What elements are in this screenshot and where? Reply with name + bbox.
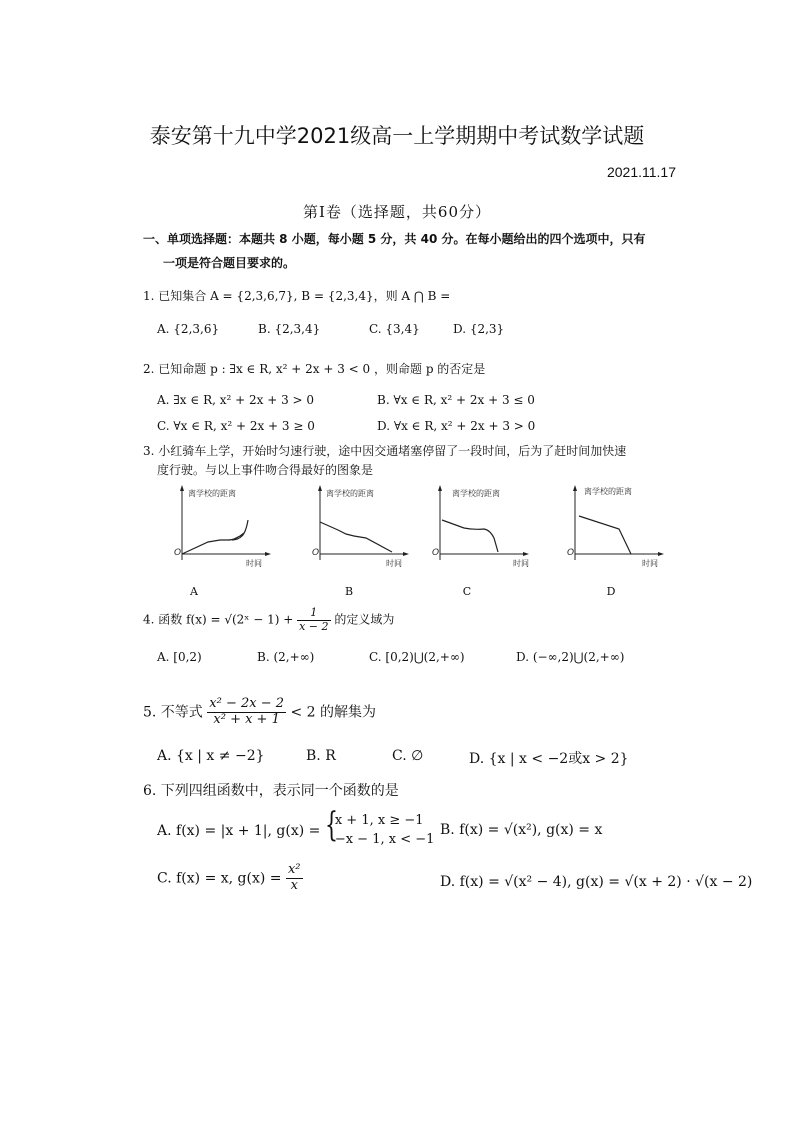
question-5-stem-prefix: 5. 不等式: [143, 704, 203, 721]
question-2-option-d: D. ∀x ∈ R, x² + 2x + 3 > 0: [377, 419, 536, 433]
question-6-option-c-fraction: [286, 863, 303, 894]
question-6-stem: 6. 下列四组函数中，表示同一个函数的是: [143, 783, 399, 799]
question-3-stem-line1: 3. 小红骑车上学，开始时匀速行驶，途中因交通堵塞停留了一段时间，后为了赶时间加快速: [143, 444, 627, 458]
question-5-fraction-denominator: x² + x + 1: [213, 711, 280, 727]
question-4-option-c: C. [0,2)⋃(2,+∞): [369, 650, 465, 664]
question-1-option-d: D. {2,3}: [453, 322, 505, 336]
graph-c-origin: O: [432, 548, 440, 558]
graph-b-y-arrow: [318, 485, 322, 491]
graph-b-curve: [320, 522, 392, 552]
graph-a-curve: [182, 520, 248, 554]
graph-d-y-arrow: [573, 485, 577, 491]
question-4-fraction: [297, 607, 330, 633]
question-6-option-a-prefix: A. f(x) = |x + 1|, g(x) =: [157, 822, 321, 839]
graph-d-label: D: [606, 585, 616, 598]
question-6-option-a-case1: x + 1, x ≥ −1: [334, 813, 424, 828]
graph-a-ylabel: 离学校的距离: [188, 489, 236, 498]
question-6-option-c-numerator: x²: [287, 862, 301, 877]
graph-b-xlabel: 时间: [386, 559, 402, 568]
graph-a-origin: O: [174, 548, 182, 558]
question-4-option-d: D. (−∞,2)⋃(2,+∞): [516, 650, 625, 664]
graph-d-ylabel: 离学校的距离: [584, 487, 632, 496]
question-4-stem: [143, 607, 394, 633]
question-6-option-a: [157, 805, 435, 850]
graph-d-x-arrow: [658, 552, 664, 556]
graph-b-label: B: [344, 585, 354, 598]
question-5-fraction-numerator: x² − 2x − 2: [209, 696, 284, 711]
question-6-option-b: B. f(x) = √(x²), g(x) = x: [440, 822, 603, 838]
question-1-option-a: A. {2,3,6}: [157, 322, 220, 336]
graph-c-label: C: [462, 585, 472, 598]
graph-c-ylabel: 离学校的距离: [452, 489, 500, 498]
exam-date: 2021.11.17: [606, 164, 676, 180]
question-6-option-d: D. f(x) = √(x² − 4), g(x) = √(x + 2) · √(x − 2): [440, 874, 753, 890]
graph-c-y-arrow: [438, 485, 442, 491]
piecewise-brace-icon: {: [324, 805, 338, 845]
section-title: 第Ⅰ卷（选择题，共60分）: [302, 203, 491, 221]
question-5-option-c: C. ∅: [392, 748, 424, 764]
graph-c-xlabel: 时间: [513, 559, 529, 568]
graph-a-xlabel: 时间: [246, 559, 262, 568]
question-2-option-b: B. ∀x ∈ R, x² + 2x + 3 ≤ 0: [377, 393, 535, 407]
question-6-option-c: [157, 863, 303, 894]
question-2-option-c: C. ∀x ∈ R, x² + 2x + 3 ≥ 0: [157, 419, 315, 433]
question-5-option-b: B. R: [306, 748, 336, 764]
question-1-option-b: B. {2,3,4}: [258, 322, 321, 336]
question-4-fraction-denominator: x − 2: [299, 619, 329, 633]
question-5-option-d: D. {x | x < −2或x > 2}: [469, 751, 629, 767]
question-4-stem-suffix: 的定义域为: [334, 612, 395, 627]
question-6-option-c-denominator: x: [290, 877, 298, 893]
question-6-option-a-piecewise: [324, 805, 435, 850]
question-5-stem-suffix: < 2 的解集为: [290, 704, 376, 721]
graph-a-x-arrow: [265, 552, 271, 556]
graph-b-ylabel: 离学校的距离: [326, 489, 374, 498]
exam-title: 泰安第十九中学2021级高一上学期期中考试数学试题: [149, 124, 645, 148]
graph-b-x-arrow: [403, 552, 409, 556]
question-5-option-a: A. {x | x ≠ −2}: [157, 748, 265, 764]
question-6-option-a-case2: −x − 1, x < −1: [334, 831, 435, 847]
question-4-option-b: B. (2,+∞): [257, 650, 315, 664]
graph-a-y-arrow: [180, 485, 184, 491]
graph-d-curve: [579, 516, 631, 554]
question-1-option-c: C. {3,4}: [369, 322, 420, 336]
graph-d-origin: O: [567, 548, 575, 558]
part1-instruction-line1: 一、单项选择题：本题共 8 小题，每小题 5 分，共 40 分。在每小题给出的四个选项中，只有: [143, 232, 646, 246]
question-2-stem: 2. 已知命题 p : ∃x ∈ R, x² + 2x + 3 < 0 ，则命题 p 的否定是: [143, 362, 486, 376]
graph-a-label: A: [190, 585, 198, 598]
question-5-stem: [143, 697, 376, 728]
question-2-option-a: A. ∃x ∈ R, x² + 2x + 3 > 0: [157, 393, 315, 407]
graph-b-origin: O: [312, 548, 320, 558]
question-3-stem-line2: 度行驶。与以上事件吻合得最好的图象是: [157, 463, 374, 477]
question-4-option-a: A. [0,2): [157, 650, 202, 664]
part1-instruction-line2: 一项是符合题目要求的。: [163, 256, 296, 270]
graph-d-xlabel: 时间: [642, 559, 658, 568]
question-1-stem: 1. 已知集合 A = {2,3,6,7}, B = {2,3,4}，则 A ⋂ B =: [143, 289, 451, 303]
question-4-fraction-numerator: 1: [297, 607, 330, 621]
graph-c-curve: [442, 520, 498, 552]
graph-c-x-arrow: [523, 552, 529, 556]
question-4-stem-prefix: 4. 函数 f(x) = √(2ˣ − 1) +: [143, 612, 294, 627]
question-6-option-c-prefix: C. f(x) = x, g(x) =: [157, 870, 282, 887]
question-5-fraction: [207, 697, 286, 728]
